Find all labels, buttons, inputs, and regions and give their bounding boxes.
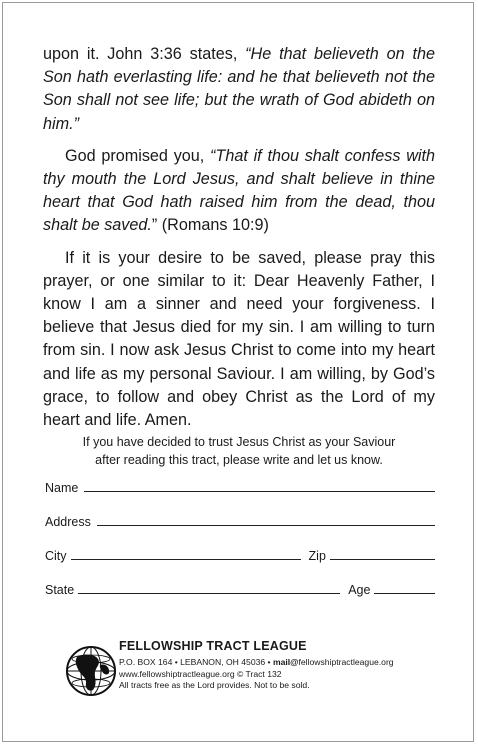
p1-scripture: “He that believeth on the Son hath everlasting life: and he that believeth not the Son shall not see life; but the wrath of God abideth on him.” bbox=[43, 45, 435, 133]
name-field[interactable] bbox=[84, 491, 435, 492]
state-field[interactable] bbox=[78, 593, 340, 594]
paragraph-3: If it is your desire to be saved, please pray this prayer, or one similar to it: Dear Heavenly Father, I know I am a sinner and need your forgiveness. I believe that Jesus died for my sin. I am willing to turn from sin. I now ask Jesus Christ to come into my heart and life as my personal Saviour. I am willing, by God’s grace, to follow and obey Christ as the Lord of my heart and life. Amen. bbox=[43, 248, 435, 430]
paragraph-1 bbox=[43, 43, 435, 136]
zip-field[interactable] bbox=[330, 559, 435, 560]
address-line bbox=[119, 657, 449, 669]
address-row bbox=[45, 509, 435, 529]
paragraph-2 bbox=[43, 145, 435, 238]
globe-logo-icon bbox=[65, 645, 117, 697]
name-label: Name bbox=[45, 481, 79, 495]
mail-domain: fellowshiptractleague.org bbox=[298, 657, 394, 667]
p1-text: upon it. John 3:36 states, bbox=[43, 45, 246, 63]
state-age-row bbox=[45, 577, 435, 597]
publisher-info bbox=[119, 639, 449, 692]
publisher-footer bbox=[65, 639, 445, 709]
website-line: www.fellowshiptractleague.org © Tract 132 bbox=[119, 668, 282, 679]
state-label: State bbox=[45, 583, 75, 597]
p2-reference: ” (Romans 10:9) bbox=[151, 216, 269, 235]
zip-label: Zip bbox=[308, 549, 326, 563]
age-field[interactable] bbox=[374, 593, 435, 594]
distribution-note: All tracts free as the Lord provides. Not to be sold. bbox=[119, 680, 310, 691]
address-field[interactable] bbox=[97, 525, 435, 526]
invite-line-2: after reading this tract, please write and let us know. bbox=[95, 453, 383, 467]
mail-label: mail@ bbox=[272, 657, 299, 667]
p2-scripture: “That if thou shalt confess with thy mouth the Lord Jesus, and shalt believe in thine heart that God hath raised him from the dead, thou shalt be saved. bbox=[43, 146, 435, 235]
city-label: City bbox=[45, 549, 67, 563]
city-field[interactable] bbox=[71, 559, 301, 560]
invitation-text bbox=[43, 433, 435, 469]
tract-card bbox=[2, 2, 474, 742]
invite-line-1: If you have decided to trust Jesus Christ as your Saviour bbox=[82, 435, 396, 449]
p2-text: God promised you, bbox=[65, 146, 211, 165]
age-label: Age bbox=[348, 583, 371, 597]
name-row bbox=[45, 475, 435, 495]
address-label: Address bbox=[45, 515, 91, 529]
city-zip-row bbox=[45, 543, 435, 563]
org-name: FELLOWSHIP TRACT LEAGUE bbox=[119, 639, 307, 653]
tract-body bbox=[43, 43, 435, 441]
postal-address: P.O. BOX 164 • LEBANON, OH 45036 • bbox=[119, 657, 273, 667]
